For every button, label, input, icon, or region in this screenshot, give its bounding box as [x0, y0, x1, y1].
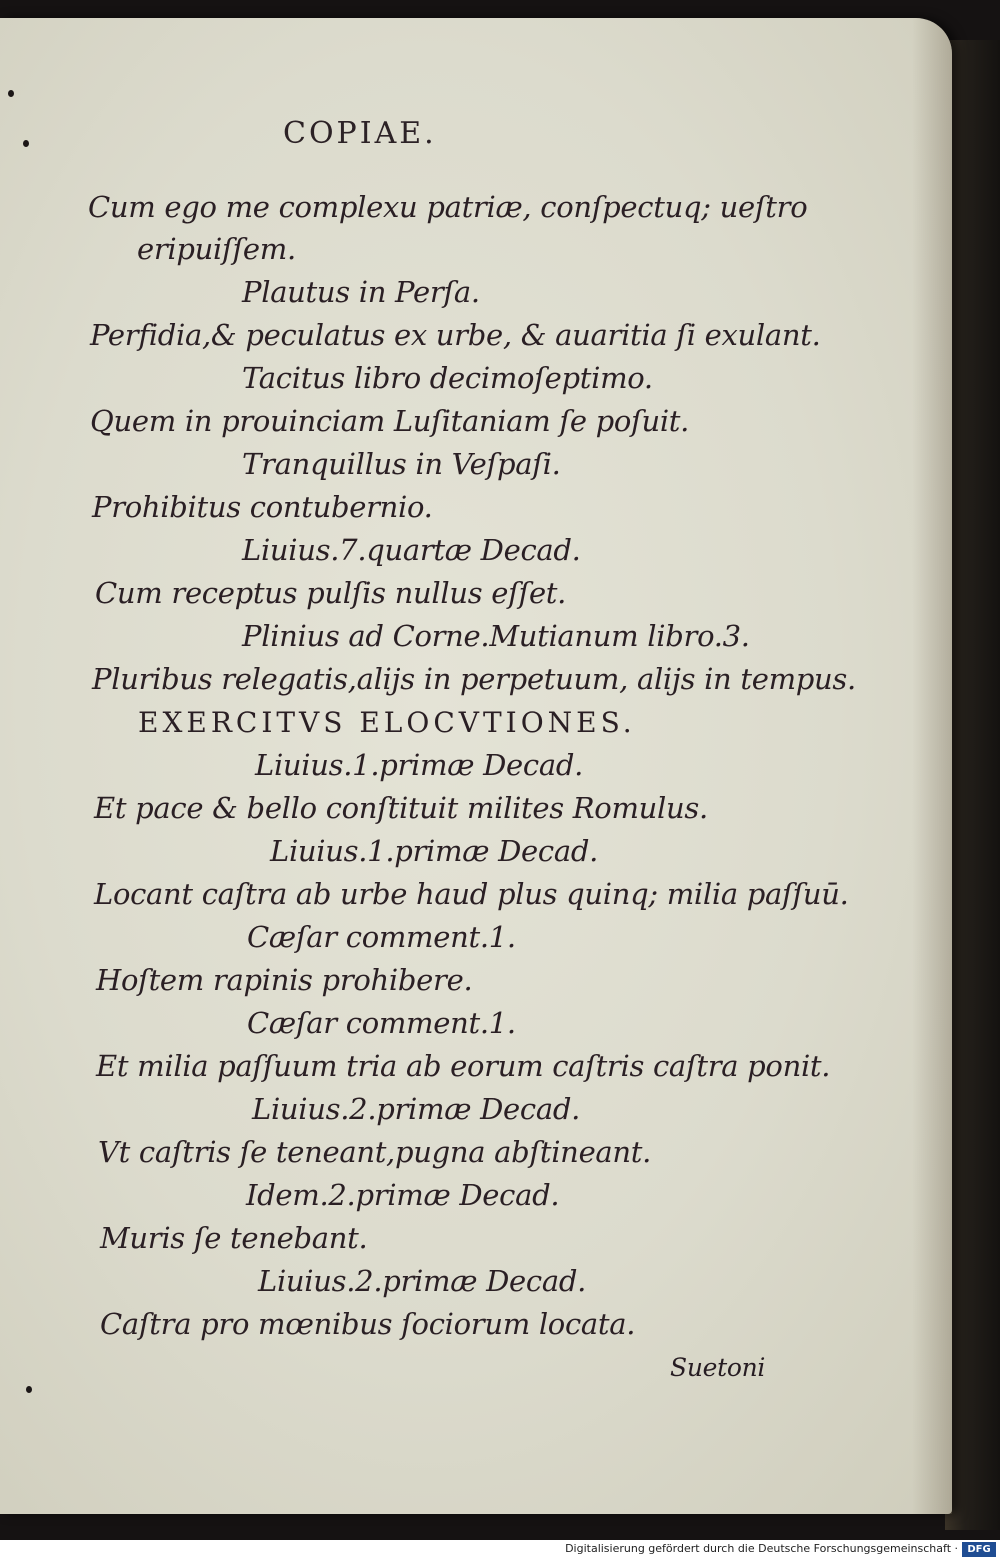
- text-line: Caſtra pro mœnibus ſociorum locata.: [100, 1307, 636, 1341]
- citation-line: Idem.2.primæ Decad.: [246, 1178, 560, 1212]
- text-line: Et milia paſſuum tria ab eorum caſtris caſtra ponit.: [96, 1049, 831, 1083]
- catchword: Suetoni: [670, 1353, 766, 1382]
- citation-line: Liuius.1.primæ Decad.: [270, 834, 599, 868]
- dfg-logo-icon: DFG: [962, 1542, 996, 1557]
- text-line: Vt caſtris ſe teneant,pugna abſtineant.: [98, 1135, 652, 1169]
- text-line: Quem in prouinciam Luſitaniam ſe poſuit.: [90, 404, 690, 438]
- page-text: [0, 18, 950, 1514]
- text-line: Muris ſe tenebant.: [100, 1221, 368, 1255]
- text-line: Cum ego me complexu patriæ, conſpectuq; ueſtro: [88, 190, 808, 224]
- book-page: [0, 18, 952, 1514]
- citation-line: Tacitus libro decimoſeptimo.: [242, 361, 653, 395]
- text-line: Locant caſtra ab urbe haud plus quinq; milia paſſuū.: [94, 877, 849, 911]
- ink-speck: [23, 140, 29, 147]
- citation-line: Tranquillus in Veſpaſi.: [242, 447, 561, 481]
- book-edge: [945, 40, 1000, 1530]
- citation-line: Liuius.1.primæ Decad.: [255, 748, 584, 782]
- citation-line: Plinius ad Corne.Mutianum libro.3.: [242, 619, 750, 653]
- text-line: eripuiſſem.: [137, 232, 296, 266]
- footer-bar: [0, 1540, 1000, 1561]
- citation-line: Cæſar comment.1.: [247, 920, 516, 954]
- text-line: Hoſtem rapinis prohibere.: [96, 963, 473, 997]
- section-heading: EXERCITVS ELOCVTIONES.: [138, 706, 636, 739]
- text-line: Prohibitus contubernio.: [92, 490, 433, 524]
- citation-line: Liuius.2.primæ Decad.: [252, 1092, 581, 1126]
- citation-line: Plautus in Perſa.: [242, 275, 480, 309]
- text-line: Perfidia,& peculatus ex urbe, & auaritia ſi exulant.: [90, 318, 821, 352]
- citation-line: Liuius.7.quartæ Decad.: [242, 533, 581, 567]
- digitization-credit: Digitalisierung gefördert durch die Deutsche Forschungsgemeinschaft ·: [565, 1542, 958, 1555]
- text-line: Et pace & bello conſtituit milites Romulus.: [94, 791, 708, 825]
- citation-line: Liuius.2.primæ Decad.: [258, 1264, 587, 1298]
- text-line: Cum receptus pulſis nullus eſſet.: [95, 576, 567, 610]
- running-head: COPIAE.: [283, 116, 437, 151]
- citation-line: Cæſar comment.1.: [247, 1006, 516, 1040]
- ink-speck: [26, 1386, 32, 1393]
- ink-speck: [8, 90, 14, 97]
- text-line: Pluribus relegatis,alijs in perpetuum, alijs in tempus.: [92, 662, 856, 696]
